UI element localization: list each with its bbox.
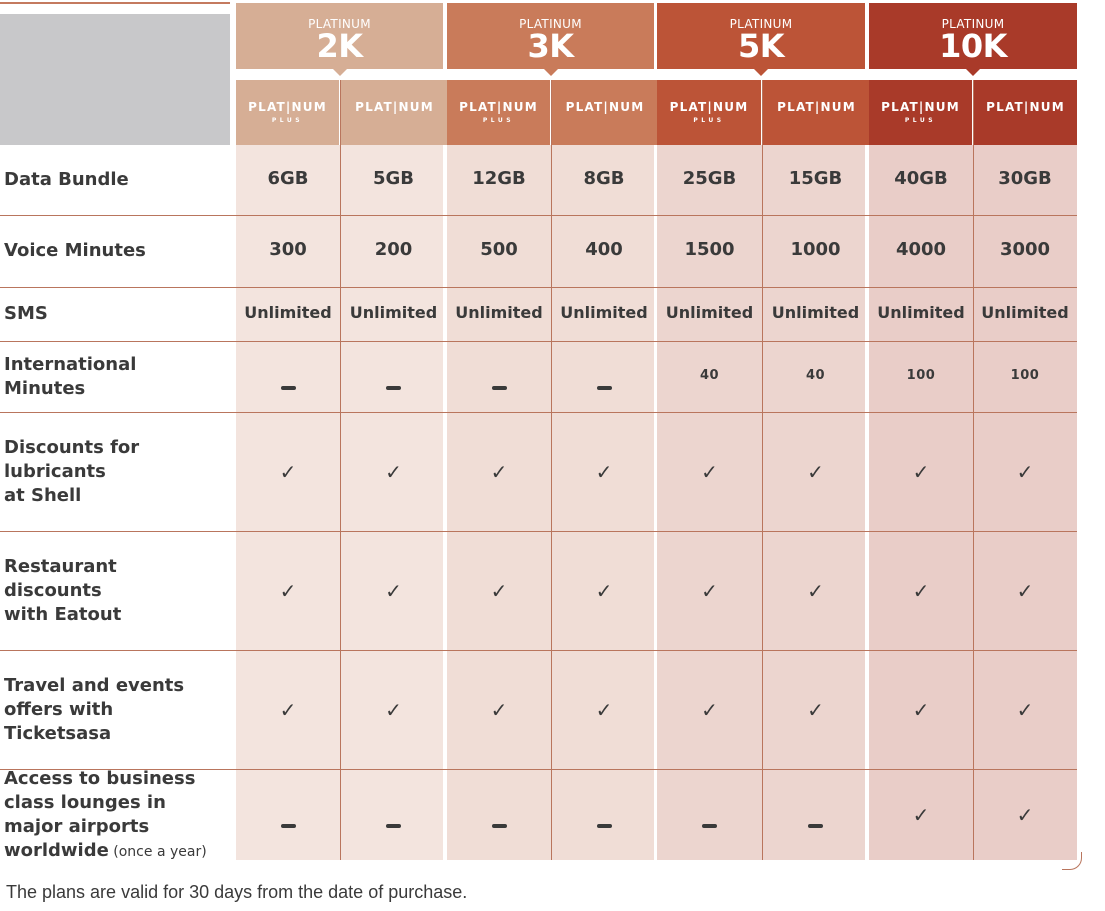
plan-cell-voice-minutes bbox=[551, 239, 657, 260]
row-label-line: major airports bbox=[4, 815, 150, 837]
checkmark-icon: ✓ bbox=[490, 697, 508, 722]
row-label-line: Minutes bbox=[4, 377, 86, 399]
plan-cell-international bbox=[762, 368, 869, 383]
checkmark-icon: ✓ bbox=[490, 459, 508, 484]
checkmark-icon: ✓ bbox=[701, 459, 718, 484]
plan-cell-international bbox=[657, 368, 762, 383]
plan-cell-restaurant bbox=[973, 578, 1077, 603]
cell-value: Unlimited bbox=[455, 303, 543, 322]
plan-cell-sms bbox=[236, 303, 340, 322]
row-divider bbox=[0, 341, 1077, 342]
plan-cell-access-to-business bbox=[236, 813, 340, 832]
plan-tier-label: PLATINUM bbox=[308, 17, 371, 31]
row-label-line: lubricants bbox=[4, 460, 106, 482]
plan-cell-discounts-for bbox=[657, 459, 762, 484]
not-included-dash bbox=[492, 386, 507, 390]
row-label-line: offers with bbox=[4, 698, 114, 720]
row-label-access-to-business bbox=[4, 767, 232, 864]
row-label-line: Voice Minutes bbox=[4, 240, 146, 261]
cell-value: Unlimited bbox=[665, 303, 754, 322]
row-label-restaurant bbox=[4, 555, 232, 627]
variant-subtitle: PLUS bbox=[904, 117, 937, 124]
plan-cell-data-bundle bbox=[236, 168, 340, 189]
plan-cell-travel-and-events bbox=[340, 697, 447, 722]
variant-header-5k-standard bbox=[763, 80, 870, 145]
plan-header-10k bbox=[869, 3, 1077, 69]
row-label-travel-and-events bbox=[4, 674, 232, 746]
variant-name: PLAT|NUM bbox=[881, 100, 960, 114]
cell-value: 100 bbox=[906, 367, 936, 383]
variant-header-2k-standard bbox=[341, 80, 448, 145]
cell-value: Unlimited bbox=[877, 303, 965, 322]
plan-tier-label: PLATINUM bbox=[941, 17, 1005, 31]
row-label-line: worldwide bbox=[4, 839, 109, 861]
plan-cell-travel-and-events bbox=[762, 697, 869, 722]
plan-cell-data-bundle bbox=[973, 168, 1077, 189]
plan-cell-discounts-for bbox=[551, 459, 657, 484]
variant-subtitle: PLUS bbox=[271, 117, 304, 124]
plan-cell-international bbox=[551, 375, 657, 394]
plan-cell-access-to-business bbox=[340, 813, 447, 832]
checkmark-icon: ✓ bbox=[1016, 697, 1034, 722]
plan-cell-international bbox=[236, 375, 340, 394]
checkmark-icon: ✓ bbox=[385, 459, 402, 484]
checkmark-icon: ✓ bbox=[385, 697, 402, 722]
row-label-line: Ticketsasa bbox=[4, 722, 112, 744]
cell-value: 4000 bbox=[895, 239, 947, 260]
cell-value: 40 bbox=[699, 367, 720, 383]
checkmark-icon: ✓ bbox=[1016, 802, 1034, 827]
footnote: The plans are valid for 30 days from the date of purchase. bbox=[6, 882, 468, 902]
cell-value: 1000 bbox=[790, 239, 841, 260]
plan-cell-travel-and-events bbox=[869, 697, 973, 722]
plan-cell-voice-minutes bbox=[340, 239, 447, 260]
not-included-dash bbox=[597, 386, 612, 390]
plan-cell-access-to-business bbox=[657, 813, 762, 832]
variant-header-3k-plus bbox=[447, 80, 550, 145]
variant-subtitle: PLUS bbox=[693, 117, 725, 124]
variant-header-5k-plus bbox=[657, 80, 761, 145]
variant-name: PLAT|NUM bbox=[777, 100, 856, 114]
plan-cell-access-to-business bbox=[447, 813, 551, 832]
plan-cell-access-to-business bbox=[551, 813, 657, 832]
cell-value: 300 bbox=[269, 239, 307, 260]
plan-header-3k bbox=[447, 3, 654, 69]
plan-cell-travel-and-events bbox=[973, 697, 1077, 722]
plan-pointer bbox=[544, 69, 558, 76]
not-included-dash bbox=[702, 824, 717, 828]
cell-value: 6GB bbox=[267, 168, 309, 189]
checkmark-icon: ✓ bbox=[490, 578, 508, 603]
cell-value: 100 bbox=[1010, 367, 1040, 383]
checkmark-icon: ✓ bbox=[1016, 459, 1034, 484]
plan-pointer bbox=[966, 69, 980, 76]
cell-value: 500 bbox=[480, 239, 518, 260]
plan-cell-voice-minutes bbox=[447, 239, 551, 260]
checkmark-icon: ✓ bbox=[912, 578, 930, 603]
row-label-line: at Shell bbox=[4, 484, 82, 506]
checkmark-icon: ✓ bbox=[385, 578, 402, 603]
cell-value: Unlimited bbox=[244, 303, 332, 322]
cell-value: 1500 bbox=[684, 239, 735, 260]
plan-cell-discounts-for bbox=[869, 459, 973, 484]
plan-cell-sms bbox=[551, 303, 657, 322]
top-rule bbox=[0, 2, 230, 4]
plan-name: 2K bbox=[316, 27, 363, 65]
plan-cell-restaurant bbox=[447, 578, 551, 603]
plan-cell-discounts-for bbox=[447, 459, 551, 484]
row-divider bbox=[0, 287, 1077, 288]
not-included-dash bbox=[808, 824, 823, 828]
plan-cell-restaurant bbox=[340, 578, 447, 603]
not-included-dash bbox=[281, 386, 296, 390]
plan-tier-label: PLATINUM bbox=[519, 17, 582, 31]
checkmark-icon: ✓ bbox=[279, 697, 297, 722]
variant-name: PLAT|NUM bbox=[669, 100, 749, 114]
corner-placeholder bbox=[0, 14, 230, 145]
cell-value: 40GB bbox=[894, 168, 948, 189]
plan-cell-data-bundle bbox=[340, 168, 447, 189]
plan-cell-travel-and-events bbox=[236, 697, 340, 722]
plan-cell-voice-minutes bbox=[236, 239, 340, 260]
checkmark-icon: ✓ bbox=[807, 459, 824, 484]
plan-cell-sms bbox=[447, 303, 551, 322]
plan-name: 3K bbox=[527, 27, 574, 65]
checkmark-icon: ✓ bbox=[595, 578, 613, 603]
cell-value: 5GB bbox=[372, 168, 415, 189]
row-divider bbox=[0, 650, 1077, 651]
plan-tier-label: PLATINUM bbox=[729, 17, 793, 31]
plan-cell-travel-and-events bbox=[657, 697, 762, 722]
checkmark-icon: ✓ bbox=[279, 578, 297, 603]
row-divider bbox=[0, 412, 1077, 413]
checkmark-icon: ✓ bbox=[912, 697, 930, 722]
cell-value: 15GB bbox=[788, 168, 843, 189]
plan-cell-data-bundle bbox=[551, 168, 657, 189]
plan-cell-data-bundle bbox=[657, 168, 762, 189]
plan-header-5k bbox=[657, 3, 865, 69]
plan-cell-discounts-for bbox=[762, 459, 869, 484]
checkmark-icon: ✓ bbox=[912, 802, 930, 827]
plan-pointer bbox=[754, 69, 768, 76]
checkmark-icon: ✓ bbox=[807, 578, 824, 603]
cell-value: Unlimited bbox=[771, 303, 860, 322]
row-label-line: with Eatout bbox=[4, 603, 122, 625]
row-label-international bbox=[4, 353, 232, 401]
checkmark-icon: ✓ bbox=[279, 459, 297, 484]
variant-name: PLAT|NUM bbox=[355, 100, 434, 114]
row-label-line: Access to business bbox=[4, 767, 196, 789]
plan-cell-data-bundle bbox=[762, 168, 869, 189]
plan-cell-data-bundle bbox=[869, 168, 973, 189]
plan-cell-restaurant bbox=[236, 578, 340, 603]
checkmark-icon: ✓ bbox=[1016, 578, 1034, 603]
row-label-line: SMS bbox=[4, 303, 48, 324]
plan-cell-restaurant bbox=[762, 578, 869, 603]
row-divider bbox=[0, 531, 1077, 532]
cell-value: 40 bbox=[805, 367, 826, 383]
cell-value: 30GB bbox=[998, 168, 1052, 189]
plan-cell-voice-minutes bbox=[762, 239, 869, 260]
plan-cell-international bbox=[973, 368, 1077, 383]
plan-cell-access-to-business bbox=[762, 813, 869, 832]
variant-name: PLAT|NUM bbox=[248, 100, 327, 114]
plan-cell-sms bbox=[657, 303, 762, 322]
plan-name: 10K bbox=[939, 27, 1007, 65]
variant-name: PLAT|NUM bbox=[459, 100, 538, 114]
plan-name: 5K bbox=[737, 27, 785, 65]
row-label-voice-minutes bbox=[4, 239, 232, 263]
plan-cell-international bbox=[869, 368, 973, 383]
row-label-line: class lounges in bbox=[4, 791, 166, 813]
cell-value: 200 bbox=[374, 239, 413, 260]
plan-cell-restaurant bbox=[657, 578, 762, 603]
checkmark-icon: ✓ bbox=[595, 459, 613, 484]
plan-cell-voice-minutes bbox=[869, 239, 973, 260]
row-label-data-bundle bbox=[4, 168, 232, 192]
plan-pointer bbox=[333, 69, 347, 76]
plan-cell-discounts-for bbox=[973, 459, 1077, 484]
plan-cell-access-to-business bbox=[869, 802, 973, 827]
plan-cell-travel-and-events bbox=[447, 697, 551, 722]
not-included-dash bbox=[386, 824, 401, 828]
plan-cell-sms bbox=[869, 303, 973, 322]
plan-cell-international bbox=[447, 375, 551, 394]
row-label-line: International bbox=[4, 353, 137, 375]
cell-value: 12GB bbox=[472, 168, 526, 189]
plan-cell-sms bbox=[762, 303, 869, 322]
variant-header-10k-standard bbox=[974, 80, 1077, 145]
cell-value: 25GB bbox=[682, 168, 737, 189]
cell-value: Unlimited bbox=[349, 303, 438, 322]
row-label-sms bbox=[4, 302, 232, 326]
plan-cell-discounts-for bbox=[340, 459, 447, 484]
row-label-line: Restaurant bbox=[4, 555, 117, 577]
variant-header-3k-standard bbox=[552, 80, 658, 145]
checkmark-icon: ✓ bbox=[701, 578, 718, 603]
plan-cell-restaurant bbox=[551, 578, 657, 603]
checkmark-icon: ✓ bbox=[701, 697, 718, 722]
plan-cell-access-to-business bbox=[973, 802, 1077, 827]
plan-header-2k bbox=[236, 3, 443, 69]
cell-value: Unlimited bbox=[560, 303, 648, 322]
not-included-dash bbox=[386, 386, 401, 390]
not-included-dash bbox=[281, 824, 296, 828]
row-label-line: Data Bundle bbox=[4, 169, 129, 190]
plan-cell-voice-minutes bbox=[973, 239, 1077, 260]
plan-cell-sms bbox=[340, 303, 447, 322]
row-label-suffix: (once a year) bbox=[108, 843, 207, 860]
variant-header-2k-plus bbox=[236, 80, 339, 145]
variant-name: PLAT|NUM bbox=[986, 100, 1065, 114]
cell-value: 400 bbox=[585, 239, 623, 260]
variant-name: PLAT|NUM bbox=[565, 100, 645, 114]
row-label-line: Travel and events bbox=[4, 674, 185, 696]
row-label-line: Discounts for bbox=[4, 436, 140, 458]
not-included-dash bbox=[597, 824, 612, 828]
cell-value: 8GB bbox=[583, 168, 625, 189]
checkmark-icon: ✓ bbox=[912, 459, 930, 484]
plan-cell-international bbox=[340, 375, 447, 394]
row-label-discounts-for bbox=[4, 436, 232, 508]
variant-header-10k-plus bbox=[869, 80, 972, 145]
variant-subtitle: PLUS bbox=[482, 117, 515, 124]
cell-value: 3000 bbox=[999, 239, 1051, 260]
plan-cell-voice-minutes bbox=[657, 239, 762, 260]
not-included-dash bbox=[492, 824, 507, 828]
cell-value: Unlimited bbox=[981, 303, 1069, 322]
row-divider bbox=[0, 215, 1077, 216]
plan-cell-travel-and-events bbox=[551, 697, 657, 722]
plan-cell-restaurant bbox=[869, 578, 973, 603]
plan-cell-data-bundle bbox=[447, 168, 551, 189]
checkmark-icon: ✓ bbox=[807, 697, 824, 722]
row-label-line: discounts bbox=[4, 579, 102, 601]
checkmark-icon: ✓ bbox=[595, 697, 613, 722]
plan-cell-sms bbox=[973, 303, 1077, 322]
plan-cell-discounts-for bbox=[236, 459, 340, 484]
